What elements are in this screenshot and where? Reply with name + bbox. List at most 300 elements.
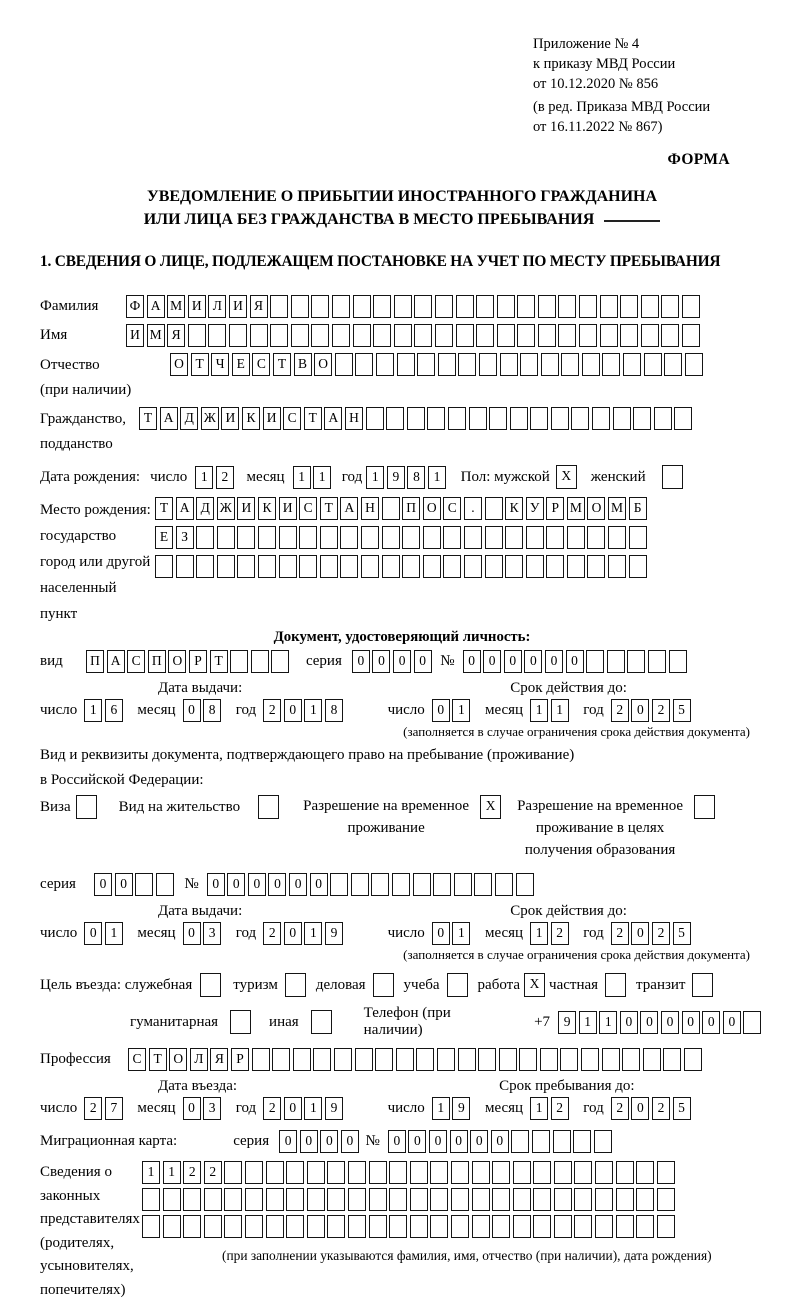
char-box[interactable]: С xyxy=(283,407,301,430)
char-box[interactable] xyxy=(520,353,538,376)
char-box[interactable]: 0 xyxy=(227,873,245,896)
char-box[interactable]: 1 xyxy=(142,1161,160,1184)
char-box[interactable]: 2 xyxy=(611,699,629,722)
char-box[interactable] xyxy=(299,526,317,549)
char-box[interactable]: Т xyxy=(139,407,157,430)
char-box[interactable] xyxy=(497,324,515,347)
char-box[interactable]: И xyxy=(263,407,281,430)
char-box[interactable] xyxy=(546,555,564,578)
char-box[interactable] xyxy=(616,1215,634,1238)
char-box[interactable] xyxy=(469,407,487,430)
char-box[interactable] xyxy=(433,873,451,896)
char-box[interactable] xyxy=(285,973,306,997)
char-box[interactable] xyxy=(270,324,288,347)
char-box[interactable] xyxy=(142,1188,160,1211)
char-box[interactable] xyxy=(230,650,248,673)
char-box[interactable] xyxy=(271,650,289,673)
char-box[interactable] xyxy=(286,1215,304,1238)
char-box[interactable] xyxy=(252,1048,270,1071)
char-box[interactable]: 1 xyxy=(428,466,446,489)
char-box[interactable]: П xyxy=(86,650,104,673)
char-box[interactable]: 0 xyxy=(284,1097,302,1120)
char-box[interactable] xyxy=(327,1161,345,1184)
transit-checkbox[interactable] xyxy=(692,973,713,997)
char-box[interactable] xyxy=(595,1188,613,1211)
char-box[interactable] xyxy=(307,1161,325,1184)
char-box[interactable]: Я xyxy=(210,1048,228,1071)
char-box[interactable] xyxy=(266,1161,284,1184)
char-box[interactable]: 5 xyxy=(673,699,691,722)
char-box[interactable] xyxy=(516,873,534,896)
char-box[interactable] xyxy=(230,1010,251,1034)
char-box[interactable]: Д xyxy=(196,497,214,520)
char-box[interactable] xyxy=(163,1188,181,1211)
char-box[interactable] xyxy=(258,526,276,549)
char-box[interactable]: 0 xyxy=(545,650,563,673)
char-box[interactable] xyxy=(258,795,279,819)
char-box[interactable] xyxy=(369,1161,387,1184)
char-box[interactable]: 9 xyxy=(452,1097,470,1120)
char-box[interactable]: М xyxy=(608,497,626,520)
char-box[interactable] xyxy=(435,295,453,318)
private-checkbox[interactable] xyxy=(605,973,626,997)
char-box[interactable] xyxy=(348,1188,366,1211)
char-box[interactable] xyxy=(592,407,610,430)
char-box[interactable] xyxy=(430,1161,448,1184)
char-box[interactable]: 1 xyxy=(293,466,311,489)
char-box[interactable]: А xyxy=(107,650,125,673)
char-box[interactable] xyxy=(663,1048,681,1071)
char-box[interactable]: С xyxy=(252,353,270,376)
char-box[interactable]: 0 xyxy=(631,699,649,722)
char-box[interactable] xyxy=(581,1048,599,1071)
char-box[interactable] xyxy=(313,1048,331,1071)
char-box[interactable]: 0 xyxy=(289,873,307,896)
char-box[interactable] xyxy=(579,324,597,347)
char-box[interactable] xyxy=(499,1048,517,1071)
char-box[interactable]: 0 xyxy=(268,873,286,896)
char-box[interactable] xyxy=(674,407,692,430)
char-box[interactable]: 2 xyxy=(216,466,234,489)
char-box[interactable]: 5 xyxy=(673,1097,691,1120)
char-box[interactable] xyxy=(533,1215,551,1238)
char-box[interactable]: 0 xyxy=(450,1130,468,1153)
char-box[interactable]: М xyxy=(147,324,165,347)
char-box[interactable] xyxy=(608,555,626,578)
char-box[interactable] xyxy=(479,353,497,376)
char-box[interactable] xyxy=(245,1215,263,1238)
char-box[interactable]: 9 xyxy=(325,922,343,945)
char-box[interactable] xyxy=(410,1188,428,1211)
char-box[interactable]: Т xyxy=(304,407,322,430)
char-box[interactable] xyxy=(245,1188,263,1211)
work-checkbox[interactable] xyxy=(524,973,545,997)
char-box[interactable] xyxy=(458,1048,476,1071)
char-box[interactable] xyxy=(586,650,604,673)
char-box[interactable] xyxy=(623,353,641,376)
char-box[interactable]: 8 xyxy=(407,466,425,489)
other-checkbox[interactable] xyxy=(311,1010,332,1034)
char-box[interactable] xyxy=(662,465,683,489)
char-box[interactable]: 0 xyxy=(631,1097,649,1120)
char-box[interactable]: 1 xyxy=(195,466,213,489)
char-box[interactable] xyxy=(311,324,329,347)
char-box[interactable] xyxy=(595,1215,613,1238)
char-box[interactable]: 0 xyxy=(279,1130,297,1153)
char-box[interactable] xyxy=(485,497,503,520)
char-box[interactable]: 7 xyxy=(105,1097,123,1120)
char-box[interactable]: 2 xyxy=(263,699,281,722)
char-box[interactable] xyxy=(443,526,461,549)
char-box[interactable] xyxy=(692,973,713,997)
char-box[interactable] xyxy=(633,407,651,430)
char-box[interactable] xyxy=(582,353,600,376)
char-box[interactable]: Т xyxy=(149,1048,167,1071)
char-box[interactable] xyxy=(485,526,503,549)
char-box[interactable] xyxy=(641,295,659,318)
char-box[interactable] xyxy=(476,295,494,318)
char-box[interactable] xyxy=(561,353,579,376)
char-box[interactable]: 0 xyxy=(408,1130,426,1153)
char-box[interactable] xyxy=(351,873,369,896)
char-box[interactable] xyxy=(135,873,153,896)
char-box[interactable]: 0 xyxy=(723,1011,741,1034)
char-box[interactable] xyxy=(620,324,638,347)
char-box[interactable]: 0 xyxy=(115,873,133,896)
char-box[interactable] xyxy=(476,324,494,347)
char-box[interactable] xyxy=(472,1161,490,1184)
char-box[interactable] xyxy=(664,353,682,376)
char-box[interactable] xyxy=(430,1215,448,1238)
char-box[interactable] xyxy=(627,650,645,673)
char-box[interactable] xyxy=(355,1048,373,1071)
char-box[interactable]: О xyxy=(587,497,605,520)
char-box[interactable]: Т xyxy=(191,353,209,376)
char-box[interactable] xyxy=(513,1161,531,1184)
char-box[interactable]: З xyxy=(176,526,194,549)
char-box[interactable] xyxy=(574,1215,592,1238)
char-box[interactable] xyxy=(366,407,384,430)
char-box[interactable] xyxy=(402,555,420,578)
char-box[interactable] xyxy=(616,1161,634,1184)
char-box[interactable] xyxy=(458,353,476,376)
char-box[interactable] xyxy=(573,1130,591,1153)
char-box[interactable] xyxy=(538,295,556,318)
char-box[interactable] xyxy=(451,1215,469,1238)
char-box[interactable]: 0 xyxy=(284,922,302,945)
char-box[interactable] xyxy=(369,1215,387,1238)
char-box[interactable] xyxy=(553,1130,571,1153)
char-box[interactable] xyxy=(224,1161,242,1184)
humanitarian-checkbox[interactable] xyxy=(230,1010,251,1034)
char-box[interactable]: 0 xyxy=(463,650,481,673)
char-box[interactable]: И xyxy=(188,295,206,318)
char-box[interactable] xyxy=(492,1161,510,1184)
char-box[interactable] xyxy=(594,1130,612,1153)
char-box[interactable] xyxy=(286,1161,304,1184)
char-box[interactable] xyxy=(163,1215,181,1238)
char-box[interactable]: 0 xyxy=(284,699,302,722)
char-box[interactable] xyxy=(546,526,564,549)
char-box[interactable] xyxy=(448,407,466,430)
char-box[interactable] xyxy=(389,1188,407,1211)
char-box[interactable]: Л xyxy=(190,1048,208,1071)
char-box[interactable]: 1 xyxy=(304,1097,322,1120)
char-box[interactable] xyxy=(427,407,445,430)
char-box[interactable] xyxy=(437,1048,455,1071)
char-box[interactable] xyxy=(430,1188,448,1211)
char-box[interactable] xyxy=(272,1048,290,1071)
char-box[interactable]: И xyxy=(237,497,255,520)
char-box[interactable] xyxy=(464,555,482,578)
char-box[interactable]: Р xyxy=(546,497,564,520)
char-box[interactable]: 3 xyxy=(203,922,221,945)
char-box[interactable] xyxy=(451,1188,469,1211)
char-box[interactable] xyxy=(266,1215,284,1238)
char-box[interactable] xyxy=(353,295,371,318)
char-box[interactable]: 2 xyxy=(611,1097,629,1120)
char-box[interactable] xyxy=(258,555,276,578)
char-box[interactable] xyxy=(579,295,597,318)
char-box[interactable] xyxy=(685,353,703,376)
char-box[interactable] xyxy=(237,555,255,578)
char-box[interactable] xyxy=(478,1048,496,1071)
char-box[interactable] xyxy=(472,1215,490,1238)
char-box[interactable]: Ж xyxy=(201,407,219,430)
char-box[interactable] xyxy=(629,555,647,578)
char-box[interactable]: 9 xyxy=(387,466,405,489)
char-box[interactable]: 0 xyxy=(183,1097,201,1120)
char-box[interactable] xyxy=(554,1215,572,1238)
char-box[interactable] xyxy=(200,973,221,997)
sex-male-checkbox[interactable] xyxy=(556,465,577,489)
char-box[interactable]: У xyxy=(526,497,544,520)
char-box[interactable] xyxy=(682,295,700,318)
char-box[interactable]: 0 xyxy=(620,1011,638,1034)
char-box[interactable] xyxy=(389,1161,407,1184)
char-box[interactable]: П xyxy=(402,497,420,520)
char-box[interactable] xyxy=(335,353,353,376)
char-box[interactable] xyxy=(613,407,631,430)
char-box[interactable]: 0 xyxy=(248,873,266,896)
char-box[interactable]: 8 xyxy=(203,699,221,722)
char-box[interactable]: 1 xyxy=(105,922,123,945)
char-box[interactable] xyxy=(456,324,474,347)
char-box[interactable]: 1 xyxy=(579,1011,597,1034)
char-box[interactable] xyxy=(293,1048,311,1071)
char-box[interactable]: 2 xyxy=(551,1097,569,1120)
char-box[interactable] xyxy=(204,1188,222,1211)
char-box[interactable] xyxy=(500,353,518,376)
char-box[interactable] xyxy=(373,973,394,997)
char-box[interactable]: И xyxy=(221,407,239,430)
char-box[interactable] xyxy=(307,1188,325,1211)
char-box[interactable] xyxy=(371,873,389,896)
char-box[interactable]: 2 xyxy=(652,922,670,945)
char-box[interactable]: 0 xyxy=(300,1130,318,1153)
purpose-official-checkbox[interactable] xyxy=(200,973,221,997)
char-box[interactable]: Я xyxy=(167,324,185,347)
char-box[interactable] xyxy=(373,324,391,347)
char-box[interactable]: 0 xyxy=(183,699,201,722)
char-box[interactable] xyxy=(348,1161,366,1184)
char-box[interactable] xyxy=(641,324,659,347)
char-box[interactable] xyxy=(644,353,662,376)
char-box[interactable] xyxy=(636,1215,654,1238)
char-box[interactable] xyxy=(320,526,338,549)
char-box[interactable] xyxy=(361,526,379,549)
char-box[interactable]: 0 xyxy=(491,1130,509,1153)
char-box[interactable] xyxy=(156,873,174,896)
char-box[interactable] xyxy=(608,526,626,549)
char-box[interactable] xyxy=(291,324,309,347)
char-box[interactable]: 6 xyxy=(105,699,123,722)
char-box[interactable] xyxy=(396,1048,414,1071)
char-box[interactable]: С xyxy=(299,497,317,520)
char-box[interactable] xyxy=(694,795,715,819)
char-box[interactable]: 0 xyxy=(483,650,501,673)
char-box[interactable] xyxy=(382,555,400,578)
char-box[interactable]: 0 xyxy=(207,873,225,896)
char-box[interactable]: В xyxy=(294,353,312,376)
char-box[interactable]: 0 xyxy=(84,922,102,945)
char-box[interactable] xyxy=(657,1161,675,1184)
char-box[interactable] xyxy=(492,1188,510,1211)
char-box[interactable] xyxy=(587,555,605,578)
char-box[interactable] xyxy=(643,1048,661,1071)
char-box[interactable] xyxy=(204,1215,222,1238)
char-box[interactable] xyxy=(327,1188,345,1211)
char-box[interactable] xyxy=(416,1048,434,1071)
char-box[interactable]: И xyxy=(229,295,247,318)
char-box[interactable]: А xyxy=(147,295,165,318)
char-box[interactable] xyxy=(327,1215,345,1238)
char-box[interactable]: 0 xyxy=(566,650,584,673)
char-box[interactable] xyxy=(279,526,297,549)
char-box[interactable] xyxy=(636,1161,654,1184)
char-box[interactable] xyxy=(311,295,329,318)
char-box[interactable] xyxy=(142,1215,160,1238)
char-box[interactable] xyxy=(382,497,400,520)
char-box[interactable] xyxy=(474,873,492,896)
char-box[interactable] xyxy=(654,407,672,430)
char-box[interactable] xyxy=(682,324,700,347)
char-box[interactable]: 2 xyxy=(611,922,629,945)
char-box[interactable]: Т xyxy=(210,650,228,673)
char-box[interactable] xyxy=(456,295,474,318)
char-box[interactable]: 0 xyxy=(94,873,112,896)
char-box[interactable] xyxy=(519,1048,537,1071)
char-box[interactable]: Ж xyxy=(217,497,235,520)
char-box[interactable] xyxy=(567,526,585,549)
char-box[interactable] xyxy=(629,526,647,549)
char-box[interactable]: Н xyxy=(361,497,379,520)
char-box[interactable]: П xyxy=(148,650,166,673)
char-box[interactable]: 1 xyxy=(530,699,548,722)
char-box[interactable] xyxy=(320,555,338,578)
char-box[interactable]: 0 xyxy=(702,1011,720,1034)
char-box[interactable] xyxy=(266,1188,284,1211)
char-box[interactable]: 1 xyxy=(551,699,569,722)
char-box[interactable] xyxy=(251,650,269,673)
char-box[interactable] xyxy=(369,1188,387,1211)
char-box[interactable]: О xyxy=(314,353,332,376)
char-box[interactable]: С xyxy=(127,650,145,673)
residence-permit-checkbox[interactable] xyxy=(258,795,279,819)
char-box[interactable] xyxy=(417,353,435,376)
char-box[interactable]: 0 xyxy=(388,1130,406,1153)
char-box[interactable]: 0 xyxy=(183,922,201,945)
char-box[interactable] xyxy=(551,407,569,430)
char-box[interactable]: Т xyxy=(273,353,291,376)
char-box[interactable] xyxy=(382,526,400,549)
char-box[interactable] xyxy=(375,1048,393,1071)
char-box[interactable] xyxy=(492,1215,510,1238)
char-box[interactable]: 1 xyxy=(452,699,470,722)
char-box[interactable] xyxy=(616,1188,634,1211)
char-box[interactable]: 0 xyxy=(429,1130,447,1153)
char-box[interactable]: 1 xyxy=(452,922,470,945)
visa-checkbox[interactable] xyxy=(76,795,97,819)
char-box[interactable] xyxy=(340,555,358,578)
study-checkbox[interactable] xyxy=(447,973,468,997)
char-box[interactable] xyxy=(435,324,453,347)
char-box[interactable] xyxy=(229,324,247,347)
char-box[interactable]: 2 xyxy=(652,1097,670,1120)
char-box[interactable]: Е xyxy=(232,353,250,376)
char-box[interactable] xyxy=(636,1188,654,1211)
char-box[interactable] xyxy=(530,407,548,430)
char-box[interactable] xyxy=(407,407,425,430)
char-box[interactable]: 0 xyxy=(352,650,370,673)
phone-boxes[interactable] xyxy=(558,1011,764,1034)
char-box[interactable] xyxy=(286,1188,304,1211)
char-box[interactable] xyxy=(526,555,544,578)
char-box[interactable] xyxy=(311,1010,332,1034)
char-box[interactable]: К xyxy=(505,497,523,520)
char-box[interactable]: Е xyxy=(155,526,173,549)
char-box[interactable]: А xyxy=(340,497,358,520)
char-box[interactable] xyxy=(495,873,513,896)
char-box[interactable]: 1 xyxy=(313,466,331,489)
char-box[interactable]: М xyxy=(567,497,585,520)
char-box[interactable] xyxy=(605,973,626,997)
char-box[interactable]: 2 xyxy=(551,922,569,945)
char-box[interactable]: 2 xyxy=(652,699,670,722)
char-box[interactable] xyxy=(571,407,589,430)
char-box[interactable] xyxy=(560,1048,578,1071)
char-box[interactable] xyxy=(511,1130,529,1153)
char-box[interactable] xyxy=(497,295,515,318)
char-box[interactable]: 0 xyxy=(504,650,522,673)
char-box[interactable]: 3 xyxy=(203,1097,221,1120)
char-box[interactable] xyxy=(410,1161,428,1184)
sex-female-checkbox[interactable] xyxy=(662,465,683,489)
char-box[interactable] xyxy=(574,1161,592,1184)
char-box[interactable]: 8 xyxy=(325,699,343,722)
char-box[interactable] xyxy=(587,526,605,549)
char-box[interactable]: 2 xyxy=(204,1161,222,1184)
char-box[interactable]: 9 xyxy=(558,1011,576,1034)
char-box[interactable]: Т xyxy=(320,497,338,520)
char-box[interactable]: 9 xyxy=(325,1097,343,1120)
char-box[interactable]: 0 xyxy=(661,1011,679,1034)
char-box[interactable]: 0 xyxy=(310,873,328,896)
char-box[interactable] xyxy=(423,555,441,578)
char-box[interactable]: Н xyxy=(345,407,363,430)
char-box[interactable] xyxy=(600,324,618,347)
char-box[interactable]: Б xyxy=(629,497,647,520)
